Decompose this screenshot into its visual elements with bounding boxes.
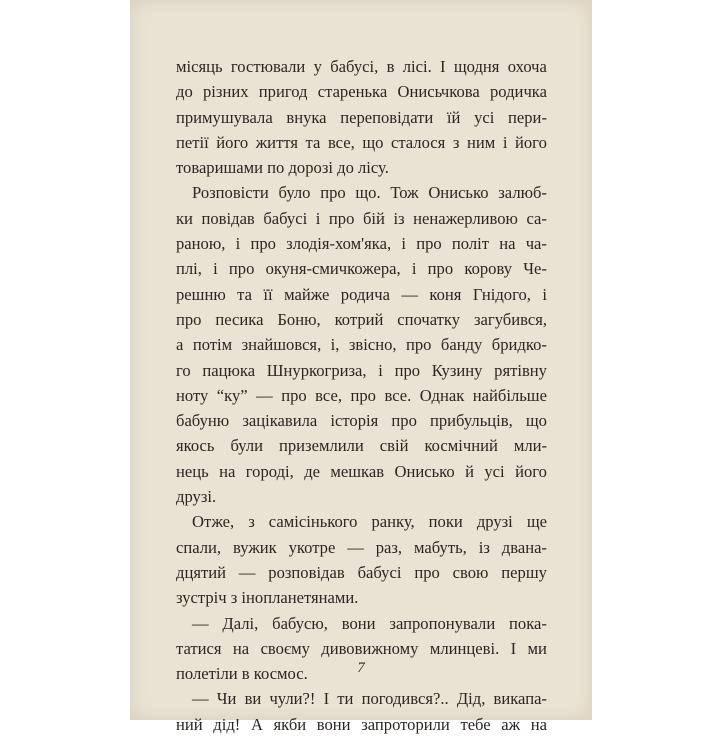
text-line: бабуню зацікавила історія про прибульців, що (176, 411, 547, 431)
text-line: ки повідав бабусі і про бій із ненажерливою са- (176, 208, 547, 228)
text-line: до різних пригод старенька Онисьчкова родичка (176, 82, 547, 102)
text-line: нець на городі, де мешкав Онисько й усі його (176, 461, 547, 481)
text-line: — Чи ви чули?! І ти погодився?.. Дід, викапа- (192, 689, 547, 709)
text-line: решню та її майже родича — коня Гнідого, і (176, 284, 547, 304)
page-number: 7 (357, 660, 365, 676)
text-line: а потім знайшовся, і, звісно, про банду бридко- (176, 335, 547, 355)
text-line: спали, вужик укотре — раз, мабуть, із двана- (176, 537, 547, 557)
text-line: го пацюка Шнуркогриза, і про Кузину рятівну (176, 360, 547, 380)
text-line: зустріч з інопланетянами. (176, 588, 359, 608)
text-line: плі, і про окуня-смичкожера, і про корову Че- (176, 259, 547, 279)
body-text (176, 54, 547, 737)
book-page (130, 0, 592, 734)
text-line: товаришами по дорозі до лісу. (176, 158, 389, 178)
text-line: про песика Боню, котрий спочатку загубився, (176, 309, 547, 329)
text-line: — Далі, бабусю, вони запропонували пока- (192, 613, 547, 633)
text-line: татися на своєму дивовижному млинцеві. І ми (176, 638, 547, 658)
text-line: примушувала внука переповідати їй усі пери- (176, 107, 547, 127)
text-line: ний дід! А якби вони запроторили тебе аж на (176, 714, 547, 734)
text-line: ноту “ку” — про все, про все. Однак найбільше (176, 385, 547, 405)
text-line: раною, і про злодія-хом'яка, і про політ на ча- (176, 234, 547, 254)
text-line: дцятий — розповідав бабусі про свою першу (176, 562, 547, 582)
text-line: друзі. (176, 487, 217, 507)
text-line: місяць гостювали у бабусі, в лісі. І щодня охоча (176, 57, 547, 76)
text-line: Отже, з самісінького ранку, поки друзі ще (192, 512, 547, 532)
text-line: якось були приземлили свій космічний мли- (176, 436, 547, 456)
text-line: петії його життя та все, що сталося з ним і його (176, 132, 547, 152)
text-line: Розповісти було про що. Тож Онисько залюб- (192, 183, 547, 203)
text-line: полетіли в космос. (176, 664, 308, 684)
